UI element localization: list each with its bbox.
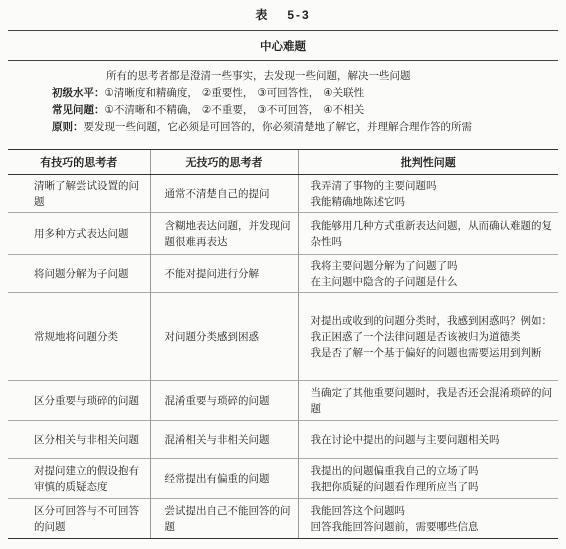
header-skilled: 有技巧的思考者 [8, 150, 150, 175]
common-problems-item: ④不相关 [323, 104, 365, 116]
table-caption [0, 6, 566, 23]
basic-level-item: ③可回答性， [257, 87, 320, 99]
unskilled-cell: 对问题分类感到困惑 [150, 293, 298, 381]
common-problems-line [52, 102, 556, 119]
basic-level-item: ①清晰度和精确度， [104, 87, 198, 99]
table-row [8, 459, 558, 499]
table-row [8, 381, 558, 421]
title-rule [8, 60, 558, 61]
unskilled-cell: 混淆相关与非相关问题 [150, 421, 298, 459]
basic-level-line [52, 85, 556, 102]
unskilled-cell: 经常提出有偏重的问题 [150, 459, 298, 499]
comparison-table [8, 149, 558, 539]
unskilled-cell: 通常不清楚自己的提问 [150, 175, 298, 213]
skilled-cell: 对提问建立的假设抱有审慎的质疑态度 [8, 459, 150, 499]
common-problems-item: ①不清晰和不精确， [104, 104, 198, 116]
table-row [8, 293, 558, 381]
skilled-cell: 常规地将问题分类 [8, 293, 150, 381]
unskilled-cell: 含糊地表达问题，并发现问题很难再表达 [150, 213, 298, 255]
common-problems-item: ③不可回答， [257, 104, 320, 116]
basic-level-item: ②重要性， [201, 87, 254, 99]
unskilled-cell: 混淆重要与琐碎的问题 [150, 381, 298, 421]
table-row [8, 421, 558, 459]
common-problems-item: ②不重要， [201, 104, 254, 116]
caption-prefix: 表 [255, 8, 270, 22]
table-row [8, 255, 558, 293]
caption-number: 5-3 [287, 8, 311, 22]
skilled-cell: 将问题分解为子问题 [8, 255, 150, 293]
principle-label: 原则： [52, 121, 84, 133]
table-row [8, 499, 558, 539]
top-rule [8, 30, 558, 31]
critical-cell: 我在讨论中提出的问题与主要问题相关吗 [298, 421, 558, 459]
basic-level-item: ④关联性 [323, 87, 365, 99]
intro-lead: 所有的思考者都是澄清一些事实，去发现一些问题，解决一些问题 [106, 70, 411, 82]
unskilled-cell: 不能对提问进行分解 [150, 255, 298, 293]
critical-cell: 我提出的问题偏重我自己的立场了吗 我把你质疑的问题看作理所应当了吗 [298, 459, 558, 499]
header-unskilled: 无技巧的思考者 [150, 150, 298, 175]
table-row [8, 213, 558, 255]
critical-cell: 我能回答这个问题吗 回答我能回答问题前，需要哪些信息 [298, 499, 558, 539]
skilled-cell: 区分相关与非相关问题 [8, 421, 150, 459]
skilled-cell: 用多种方式表达问题 [8, 213, 150, 255]
common-problems-label: 常见问题： [52, 104, 105, 116]
table-header-row [8, 150, 558, 175]
principle-text: 要发现一些问题，它必须是可回答的，你必须清楚地了解它，并理解合理作答的所需 [83, 121, 472, 133]
critical-cell: 我弄清了事物的主要问题吗 我能精确地陈述它吗 [298, 175, 558, 213]
header-critical: 批判性问题 [298, 150, 558, 175]
table-row [8, 175, 558, 213]
critical-cell: 当确定了其他重要问题时，我是否还会混淆琐碎的问题 [298, 381, 558, 421]
unskilled-cell: 尝试提出自己不能回答的问题 [150, 499, 298, 539]
intro-block [52, 68, 556, 136]
skilled-cell: 区分可回答与不可回答的问题 [8, 499, 150, 539]
critical-cell: 对提出或收到的问题分类时，我感到困惑吗？例如：我正困惑了一个法律问题是否该被归为道德类 我是否了解一个基于偏好的问题也需要运用到判断 [298, 293, 558, 381]
section-title: 中心难题 [260, 39, 306, 53]
critical-cell: 我将主要问题分解为了问题了吗 在主问题中隐含的子问题是什么 [298, 255, 558, 293]
principle-line [52, 119, 556, 136]
basic-level-label: 初级水平： [52, 87, 105, 99]
skilled-cell: 清晰了解尝试设置的问题 [8, 175, 150, 213]
critical-cell: 我能够用几种方式重新表达问题，从而确认难题的复杂性吗 [298, 213, 558, 255]
skilled-cell: 区分重要与琐碎的问题 [8, 381, 150, 421]
